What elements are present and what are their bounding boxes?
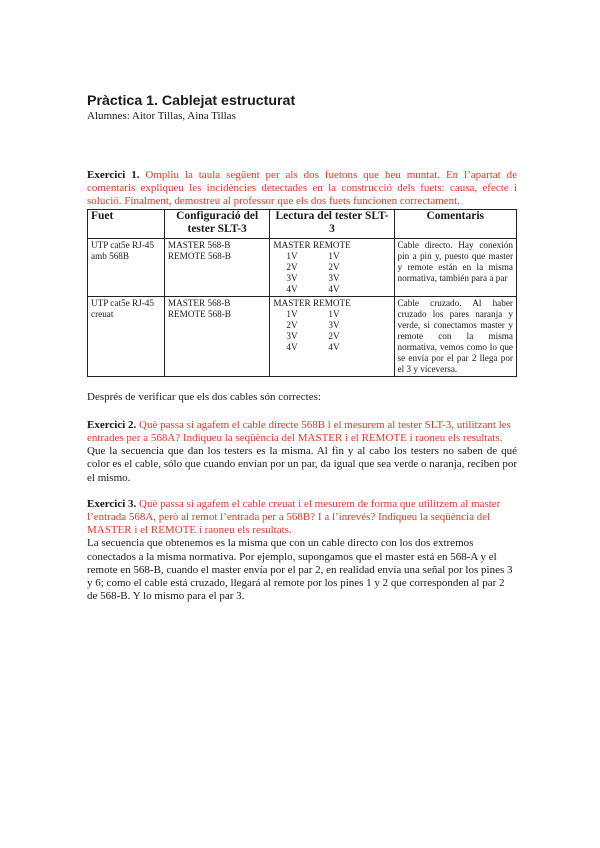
exercise-2-answer: Que la secuencia que dan los testers es la misma. Al fin y al cabo los testers no saben de qué color es el cable, sólo que cuando envían por un par, da igual que sea verde o naranja, reciben por el mismo. (87, 445, 517, 484)
exercise-3-label: Exercici 3. (87, 497, 137, 510)
table-row (88, 296, 517, 376)
pair-row: 3V 2V (286, 330, 340, 341)
table-header-cell: Lectura del tester SLT-3 (270, 209, 394, 238)
fuet-cell: UTP cat5e RJ-45 amb 568B (88, 238, 165, 296)
page-title: Pràctica 1. Cablejat estructurat (87, 93, 296, 109)
config-remote: REMOTE 568-B (167, 308, 231, 319)
table-header-cell: Fuet (88, 209, 165, 238)
comment-cell: Cable cruzado. Al haber cruzado los pares naranja y verde, si conectamos master y remote con la misma normativa, vemos como lo que se envía por el par 2 llega por el 3 y viceversa. (394, 296, 516, 376)
reading-cell (270, 238, 394, 296)
pair-row: 4V 4V (286, 283, 340, 294)
exercise-1-label: Exercici 1. (87, 169, 140, 181)
exercise-3-answer: La secuencia que obtenemos es la misma que con un cable directo con los dos extremos conectados a la misma normativa. Por ejemplo, supongamos que el master está en 568-A y el remote en 568-B, cuando el master envía por el par 2, en realidad envía una señal por los pines 3 y 6; como el cable está cruzado, llegará al remote por los pines 1 y 2 que corresponden al par 2 de 568-B. Y lo mismo para el par 3. (87, 537, 513, 603)
config-remote: REMOTE 568-B (167, 250, 231, 261)
exercise-2-label: Exercici 2. (87, 418, 137, 431)
reading-header: MASTER REMOTE (273, 297, 351, 308)
pair-row: 2V 3V (286, 319, 340, 330)
table-row (88, 238, 517, 296)
config-cell (164, 296, 270, 376)
document-page (87, 92, 517, 603)
pair-row: 4V 4V (286, 341, 340, 352)
config-master: MASTER 568-B (167, 297, 231, 308)
authors-line: Alumnes: Aitor Tillas, Aina Tillas (87, 110, 236, 122)
exercise-2-statement (87, 419, 517, 445)
fuet-cell: UTP cat5e RJ-45 creuat (88, 296, 165, 376)
reading-cell (270, 296, 394, 376)
pair-list (286, 251, 390, 295)
exercise-3-statement (87, 498, 517, 538)
pair-row: 2V 2V (286, 261, 340, 272)
fuets-table (87, 209, 517, 377)
exercise-1-text: Ompliu la taula següent per als dos fuetons que heu muntat. En l’apartat de comentaris expliqueu les incidències detectades en la construcció dels fuets: causa, efecte i solució. Finalment, demostreu al professor que els dos fuets funcionen correctament. (87, 169, 518, 208)
exercise-1-statement (87, 169, 517, 209)
table-header-row (88, 209, 517, 238)
after-table-text: Després de verificar que els dos cables són correctes: (87, 390, 321, 403)
reading-header: MASTER REMOTE (273, 239, 351, 250)
config-cell (164, 238, 270, 296)
exercise-2-question: Què passa si agafem el cable directe 568B i el mesurem al tester SLT-3, utilitzant les entrades per a 568A? Indiqueu la seqüència del MASTER i el REMOTE i raoneu els resultats. (87, 418, 511, 445)
table-header-cell: Comentaris (394, 209, 516, 238)
exercise-3-question: Què passa si agafem el cable creuat i el mesurem de forma que utilitzem al master l’entrada 568A, però al remot l’entrada per a 568B? I a l’inrevés? Indiqueu la seqüència del MASTER i el REMOTE i raoneu els resultats. (87, 497, 501, 537)
pair-row: 1V 1V (286, 250, 340, 261)
pair-row: 3V 3V (286, 272, 340, 283)
config-master: MASTER 568-B (167, 239, 231, 250)
comment-cell: Cable directo. Hay conexión pin a pin y, puesto que master y remote están en la misma normativa, también para a par (394, 238, 516, 296)
pair-row: 1V 1V (286, 308, 340, 319)
table-header-cell: Configuració del tester SLT-3 (164, 209, 270, 238)
pair-list (286, 309, 390, 353)
